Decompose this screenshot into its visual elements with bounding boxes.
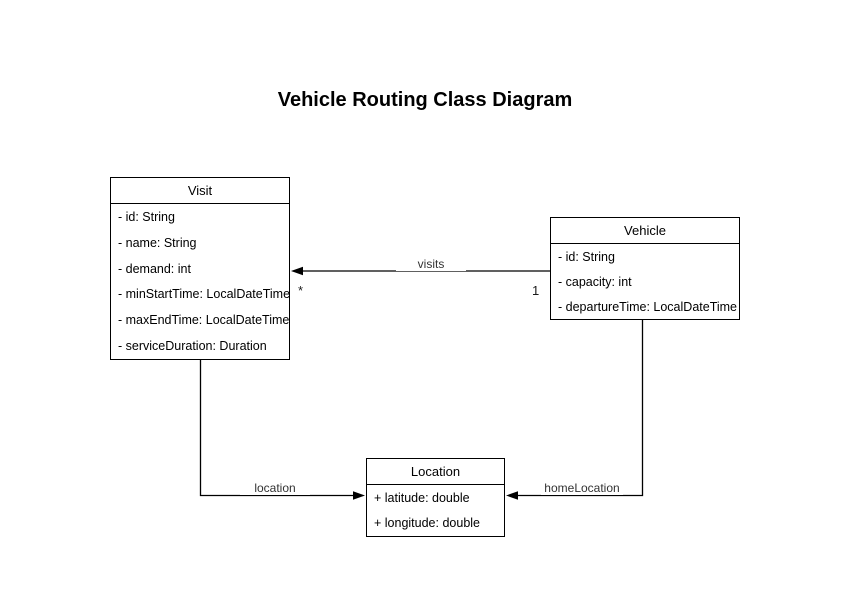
multiplicity-visits-source: 1 xyxy=(532,283,540,298)
edge-label-visits: visits xyxy=(396,257,466,271)
class-vehicle-attributes xyxy=(551,244,739,319)
class-visit-attributes xyxy=(111,204,289,359)
attribute-row: - id: String xyxy=(118,209,175,224)
edge-label-home-location: homeLocation xyxy=(541,481,623,495)
diagram-title: Vehicle Routing Class Diagram xyxy=(277,89,573,111)
arrowhead-location xyxy=(353,491,365,499)
class-location-name: Location xyxy=(367,459,504,485)
attribute-row: - name: String xyxy=(118,235,197,250)
attribute-row: + longitude: double xyxy=(374,516,480,531)
arrowhead-visits xyxy=(291,267,303,275)
arrowhead-home-location xyxy=(506,491,518,499)
attribute-row: - demand: int xyxy=(118,261,191,276)
edge-label-location: location xyxy=(240,481,310,495)
class-visit[interactable] xyxy=(110,177,290,360)
attribute-row: - minStartTime: LocalDateTime xyxy=(118,287,291,302)
class-location[interactable] xyxy=(366,458,505,537)
attribute-row: - departureTime: LocalDateTime xyxy=(558,299,738,314)
class-vehicle-name: Vehicle xyxy=(551,218,739,244)
attribute-row: - serviceDuration: Duration xyxy=(118,339,267,354)
attribute-row: - id: String xyxy=(558,249,615,264)
class-vehicle[interactable] xyxy=(550,217,740,320)
attribute-row: - capacity: int xyxy=(558,274,632,289)
multiplicity-visits-target: * xyxy=(298,283,304,298)
edge-home-location[interactable] xyxy=(506,320,643,500)
edge-location[interactable] xyxy=(201,360,366,500)
attribute-row: - maxEndTime: LocalDateTime xyxy=(118,313,290,328)
class-location-attributes xyxy=(367,485,504,536)
attribute-row: + latitude: double xyxy=(374,490,470,505)
class-visit-name: Visit xyxy=(111,178,289,204)
